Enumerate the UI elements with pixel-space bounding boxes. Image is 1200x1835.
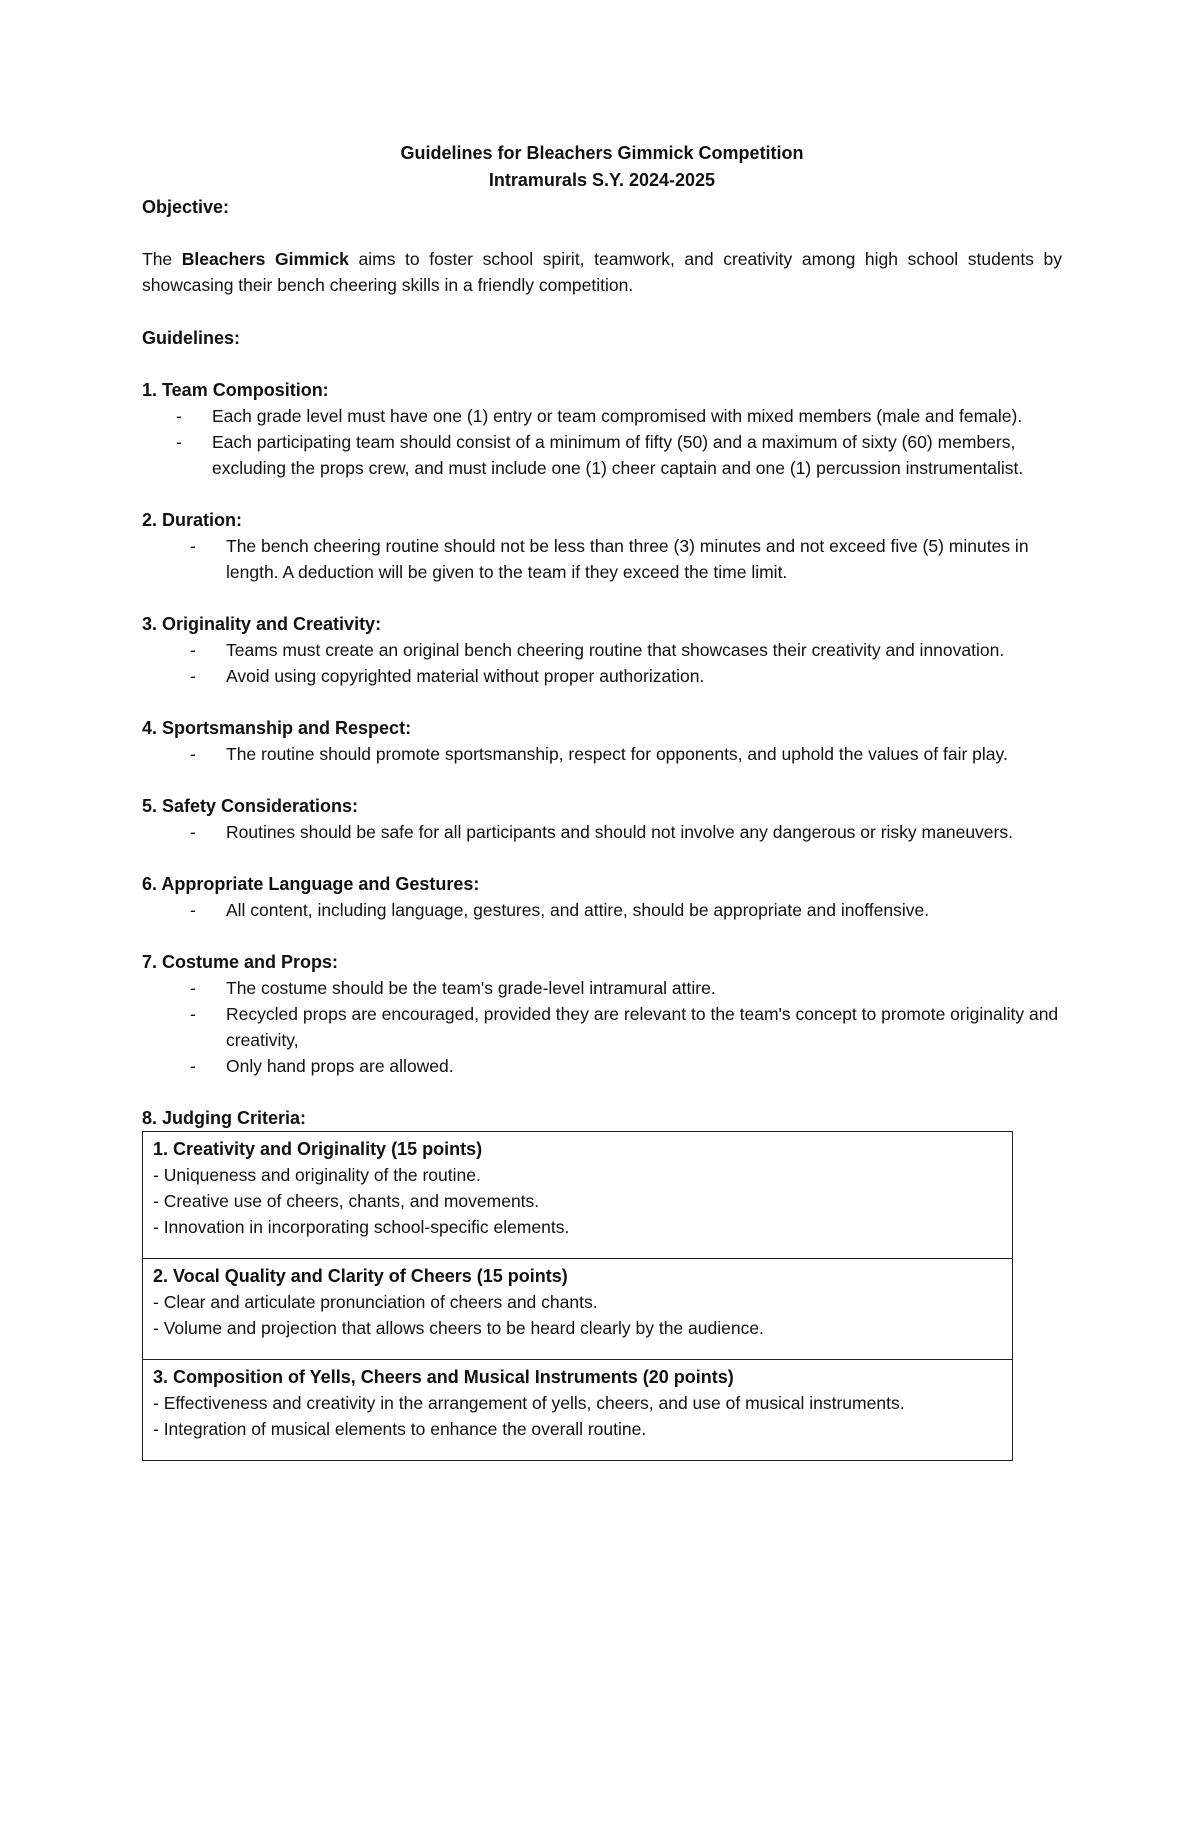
criterion-line: - Clear and articulate pronunciation of cheers and chants. [153, 1292, 598, 1312]
section-title: 6. Appropriate Language and Gestures: [142, 874, 480, 894]
dash-marker: - [190, 666, 196, 686]
section-costume [142, 949, 1062, 1079]
section-title: 3. Originality and Creativity: [142, 614, 382, 634]
section-title: 5. Safety Considerations: [142, 796, 359, 816]
objective-text [142, 246, 1062, 298]
list-item [142, 1053, 1062, 1079]
table-row [143, 1259, 1013, 1360]
section-duration [142, 507, 1062, 585]
list-item [142, 741, 1062, 767]
section-originality [142, 611, 1062, 689]
list-item [142, 663, 1062, 689]
section-sportsmanship [142, 715, 1062, 767]
list-item-text: Teams must create an original bench cheering routine that showcases their creativity and innovation. [226, 640, 1005, 660]
section-language [142, 871, 1062, 923]
criterion-title: 1. Creativity and Originality (15 points) [153, 1139, 483, 1159]
objective-text-rest: aims to foster school spirit, teamwork, and creativity among high school students by showcasing their bench cheering skills in a friendly competition. [142, 249, 1062, 295]
section-safety [142, 793, 1062, 845]
criterion-cell [143, 1259, 1013, 1360]
objective-bold-term: Bleachers Gimmick [181, 249, 349, 269]
dash-marker: - [190, 1004, 196, 1024]
section-title: 2. Duration: [142, 510, 243, 530]
criterion-title: 3. Composition of Yells, Cheers and Musical Instruments (20 points) [153, 1367, 734, 1387]
criterion-title: 2. Vocal Quality and Clarity of Cheers (15 points) [153, 1266, 568, 1286]
list-item-text: Recycled props are encouraged, provided they are relevant to the team's concept to promote originality and creativity, [226, 1004, 1059, 1050]
list-item-text: Avoid using copyrighted material without proper authorization. [226, 666, 705, 686]
judging-criteria-title: 8. Judging Criteria: [142, 1108, 307, 1128]
table-row [143, 1360, 1013, 1461]
list-item-text: Routines should be safe for all participants and should not involve any dangerous or risky maneuvers. [226, 822, 1013, 842]
dash-marker: - [190, 744, 196, 764]
section-title: 1. Team Composition: [142, 380, 329, 400]
list-item-text: The routine should promote sportsmanship, respect for opponents, and uphold the values of fair play. [226, 744, 1008, 764]
list-item [142, 1001, 1062, 1053]
guidelines-label: Guidelines: [142, 328, 241, 348]
list-item-text: Each participating team should consist of a minimum of fifty (50) and a maximum of sixty (60) members, excluding the props crew, and must include one (1) cheer captain and one (1) percussion instrumentalist. [212, 432, 1024, 478]
dash-marker: - [190, 640, 196, 660]
document-page [142, 140, 1062, 1461]
list-item-text: All content, including language, gestures, and attire, should be appropriate and inoffensive. [226, 900, 930, 920]
document-title: Guidelines for Bleachers Gimmick Competition [400, 143, 804, 163]
criterion-line: - Creative use of cheers, chants, and movements. [153, 1191, 540, 1211]
list-item [142, 429, 1062, 481]
list-item [142, 975, 1062, 1001]
dash-marker: - [190, 536, 196, 556]
list-item-text: Only hand props are allowed. [226, 1056, 454, 1076]
criterion-cell [143, 1360, 1013, 1461]
dash-marker: - [190, 1056, 196, 1076]
dash-marker: - [176, 432, 182, 452]
criterion-line: - Uniqueness and originality of the routine. [153, 1165, 481, 1185]
section-title: 4. Sportsmanship and Respect: [142, 718, 412, 738]
list-item [142, 637, 1062, 663]
objective-label: Objective: [142, 197, 230, 217]
dash-marker: - [190, 900, 196, 920]
section-title: 7. Costume and Props: [142, 952, 339, 972]
list-item [142, 533, 1062, 585]
document-subtitle: Intramurals S.Y. 2024-2025 [488, 170, 716, 190]
section-team-composition [142, 377, 1062, 481]
criterion-line: - Volume and projection that allows cheers to be heard clearly by the audience. [153, 1318, 764, 1338]
criterion-cell [143, 1132, 1013, 1259]
list-item [142, 403, 1062, 429]
dash-marker: - [190, 822, 196, 842]
judging-criteria-table [142, 1131, 1013, 1461]
list-item [142, 819, 1062, 845]
criterion-line: - Integration of musical elements to enhance the overall routine. [153, 1419, 647, 1439]
objective-text-prefix: The [142, 249, 182, 269]
list-item-text: Each grade level must have one (1) entry or team compromised with mixed members (male and female). [212, 406, 1023, 426]
list-item [142, 897, 1062, 923]
dash-marker: - [176, 406, 182, 426]
table-row [143, 1132, 1013, 1259]
criterion-line: - Innovation in incorporating school-specific elements. [153, 1217, 570, 1237]
criterion-line: - Effectiveness and creativity in the arrangement of yells, cheers, and use of musical instruments. [153, 1393, 905, 1413]
list-item-text: The bench cheering routine should not be less than three (3) minutes and not exceed five (5) minutes in length. A deduction will be given to the team if they exceed the time limit. [226, 536, 1029, 582]
dash-marker: - [190, 978, 196, 998]
list-item-text: The costume should be the team's grade-level intramural attire. [226, 978, 716, 998]
